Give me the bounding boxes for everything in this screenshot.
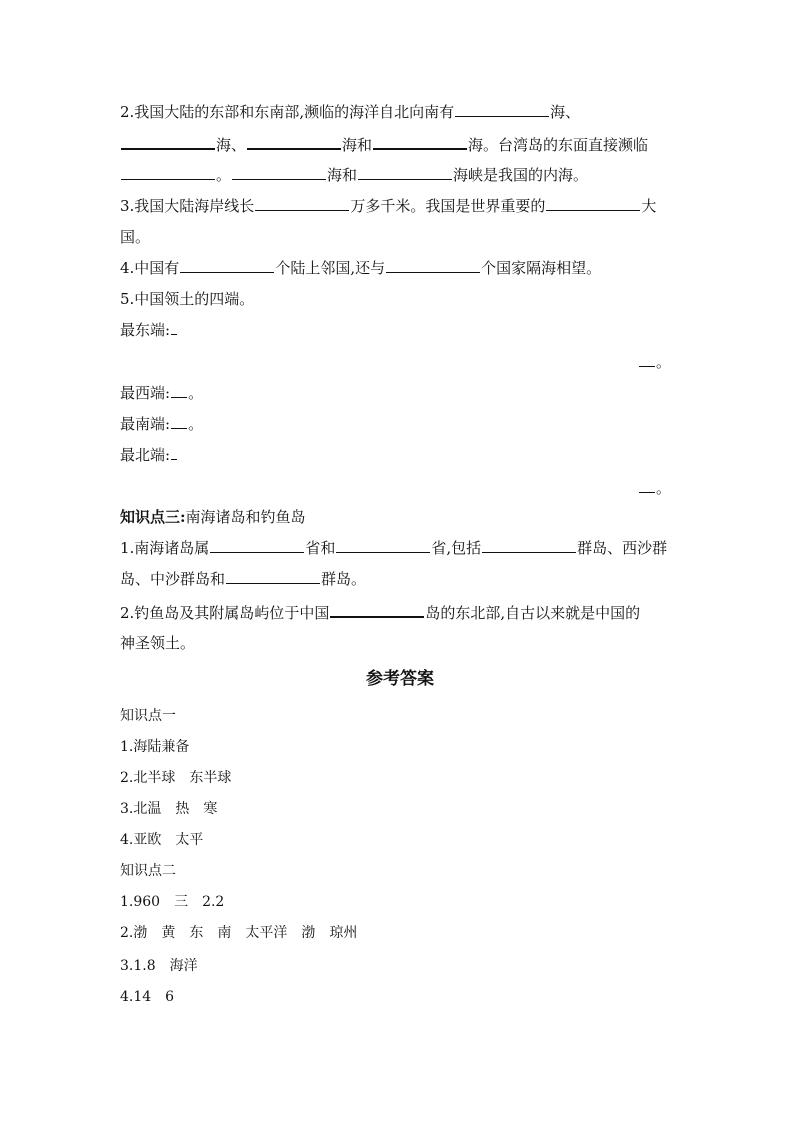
s3-q2-line-1 (120, 602, 640, 623)
q2-text: 。 (216, 166, 232, 184)
answer-line: 2.北半球 东半球 (120, 770, 232, 786)
q4-text: 个国家隔海相望。 (481, 259, 602, 277)
q2-text: 海、 (550, 103, 581, 121)
answer-blank[interactable] (455, 102, 549, 117)
answers-title: 参考答案 (366, 669, 434, 689)
answer-blank[interactable] (171, 414, 187, 429)
end-mark: 。 (188, 384, 204, 402)
q2-line-1 (120, 102, 580, 122)
end-mark: 。 (656, 479, 672, 497)
s3-q1-line-2 (120, 569, 366, 589)
answer-blank[interactable] (171, 320, 177, 335)
q5-east (120, 320, 178, 340)
s3-q1-text: 1.南海诸岛属 (120, 539, 210, 557)
s3-q2-text: 神圣领土。 (120, 634, 196, 652)
west-label: 最西端: (120, 384, 171, 402)
answer-blank[interactable] (373, 134, 467, 150)
q4-line (120, 258, 601, 278)
answer-blank[interactable] (482, 538, 576, 553)
answer-line: 1.海陆兼备 (120, 739, 190, 755)
s3-q1-line-1 (120, 538, 667, 558)
answer-blank[interactable] (171, 383, 187, 398)
answer-blank[interactable] (121, 134, 215, 150)
q5-text: 5.中国领土的四端。 (120, 290, 255, 308)
q3-text: 大 (641, 197, 657, 215)
q2-text: 海、 (216, 136, 247, 154)
answer-line: 3.北温 热 寒 (120, 801, 218, 817)
section3-heading (120, 507, 306, 527)
answer-blank[interactable] (121, 165, 215, 180)
answer-blank[interactable] (386, 258, 480, 273)
q5-title (120, 289, 254, 309)
answer-blank[interactable] (639, 478, 655, 493)
answer-line: 2.渤 黄 东 南 太平洋 渤 琼州 (120, 925, 358, 941)
s3-q1-text: 群岛。 (321, 570, 367, 588)
s3-q1-text: 省和 (305, 539, 336, 557)
q5-north-end (638, 478, 671, 498)
answer-blank[interactable] (232, 165, 326, 180)
answer-blank[interactable] (171, 445, 177, 460)
q2-text: 海峡是我国的内海。 (453, 166, 589, 184)
east-label: 最东端: (120, 321, 171, 339)
answer-line: 4.亚欧 太平 (120, 832, 204, 848)
section-heading-bold: 知识点三: (120, 508, 186, 526)
s3-q2-text: 2.钓鱼岛及其附属岛屿位于中国 (120, 604, 330, 622)
answer-line: 1.960 三 2.2 (120, 894, 225, 910)
s3-q1-text: 省,包括 (431, 539, 482, 557)
answer-blank[interactable] (546, 196, 640, 211)
s3-q2-line-2 (120, 633, 195, 653)
q3-text: 国。 (120, 228, 151, 246)
north-label: 最北端: (120, 446, 171, 464)
q2-text: 2.我国大陆的东部和东南部,濒临的海洋自北向南有 (120, 103, 455, 121)
answer-line: 知识点二 (120, 863, 176, 879)
answer-blank[interactable] (210, 538, 304, 553)
q5-east-end (638, 352, 671, 372)
end-mark: 。 (656, 353, 672, 371)
answer-line: 知识点一 (120, 708, 176, 724)
q2-text: 海和 (342, 136, 373, 154)
s3-q2-text: 岛的东北部,自古以来就是中国的 (425, 604, 641, 622)
answer-blank[interactable] (226, 569, 320, 584)
q5-south (120, 414, 203, 434)
answer-blank[interactable] (247, 134, 341, 150)
answer-blank[interactable] (358, 165, 452, 180)
answer-blank[interactable] (330, 602, 424, 618)
answer-blank[interactable] (255, 196, 349, 211)
q4-text: 个陆上邻国,还与 (275, 259, 386, 277)
answer-blank[interactable] (336, 538, 430, 553)
q3-line-1 (120, 196, 656, 216)
south-label: 最南端: (120, 415, 171, 433)
q4-text: 4.中国有 (120, 259, 180, 277)
q2-text: 海。台湾岛的东面直接濒临 (468, 136, 649, 154)
q5-west (120, 383, 203, 403)
answer-blank[interactable] (639, 352, 655, 367)
answer-line: 3.1.8 海洋 (120, 958, 198, 974)
q5-north (120, 445, 178, 465)
q2-line-2 (120, 134, 648, 155)
q3-text: 3.我国大陆海岸线长 (120, 197, 255, 215)
answer-blank[interactable] (180, 258, 274, 273)
section-heading-text: 南海诸岛和钓鱼岛 (185, 508, 306, 526)
answer-line: 4.14 6 (120, 989, 175, 1005)
q2-line-3 (120, 165, 588, 185)
s3-q1-text: 岛、中沙群岛和 (120, 570, 226, 588)
end-mark: 。 (188, 415, 204, 433)
q3-text: 万多千米。我国是世界重要的 (350, 197, 546, 215)
q2-text: 海和 (327, 166, 358, 184)
q3-line-2 (120, 227, 150, 247)
s3-q1-text: 群岛、西沙群 (577, 539, 668, 557)
